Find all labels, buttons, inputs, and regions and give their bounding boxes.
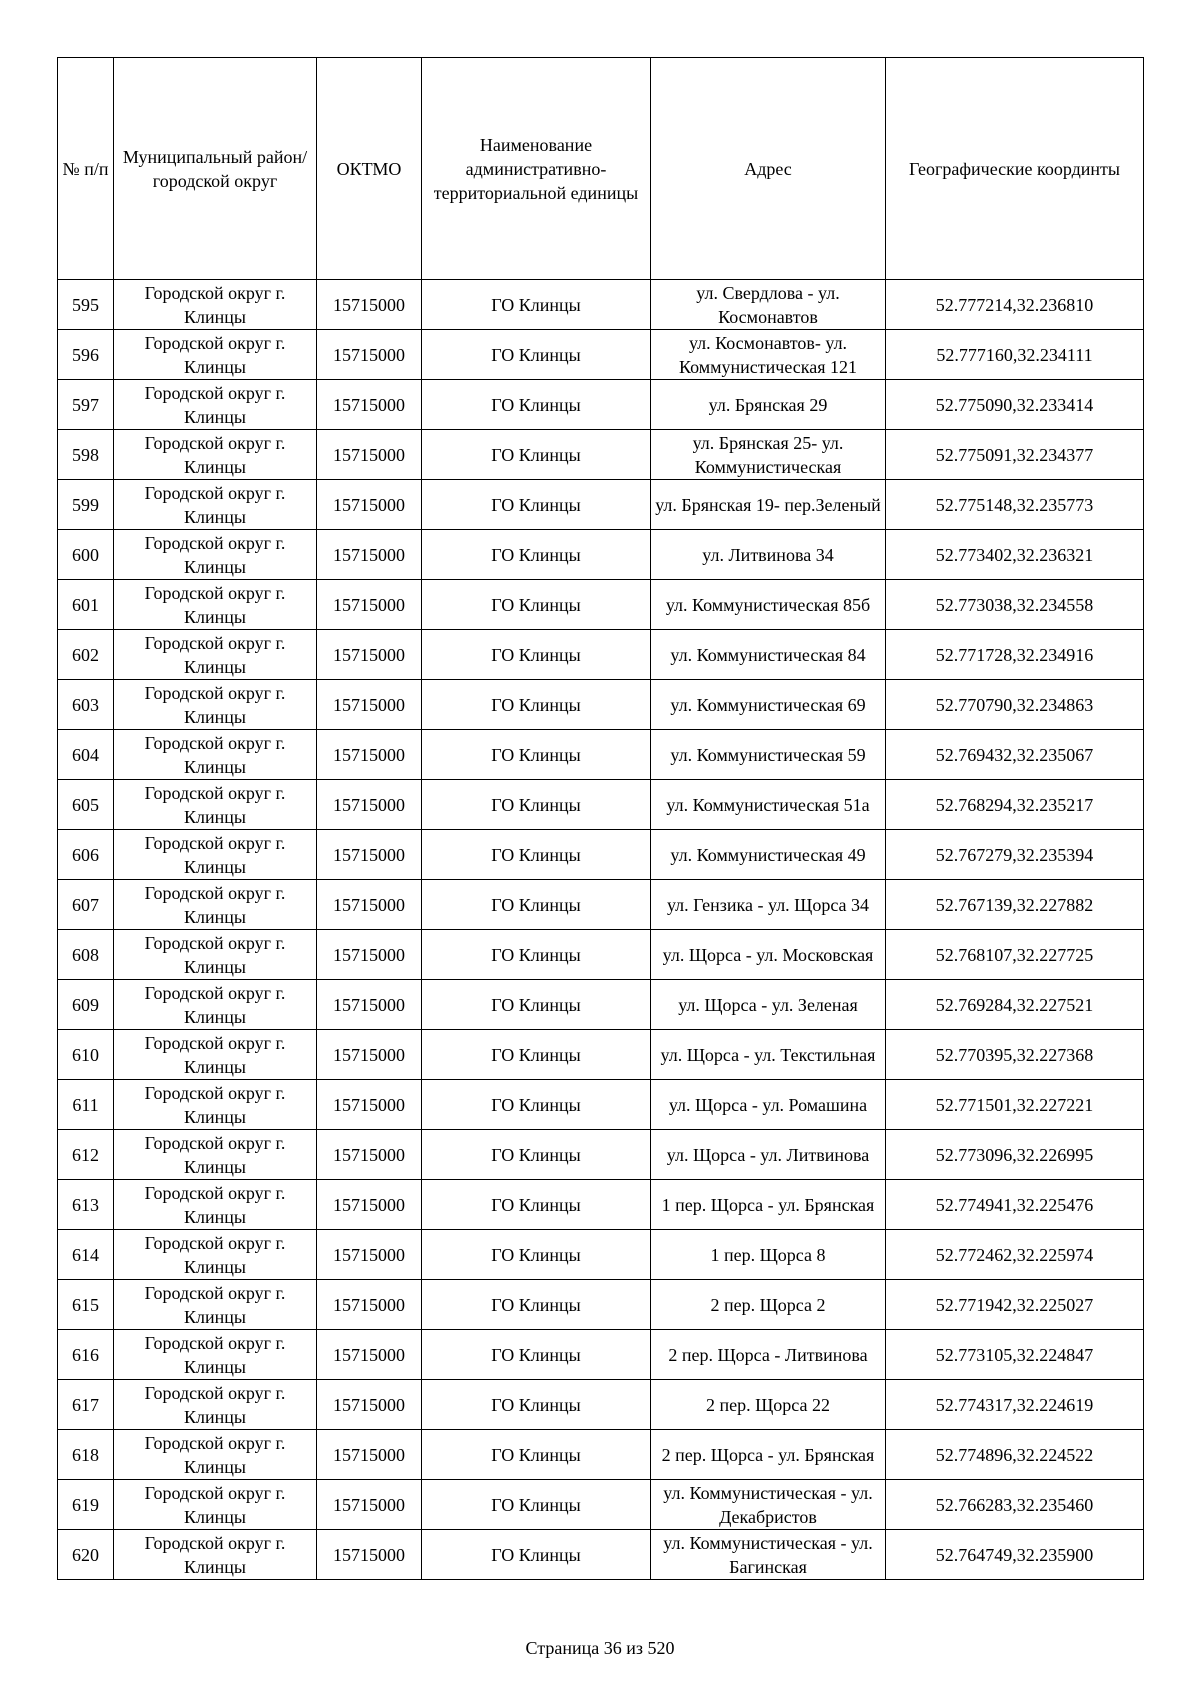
cell-number: 606 <box>58 830 114 880</box>
cell-number: 601 <box>58 580 114 630</box>
cell-number: 604 <box>58 730 114 780</box>
table-row <box>58 1080 1144 1130</box>
table-row <box>58 780 1144 830</box>
cell-coordinates: 52.771942,32.225027 <box>886 1280 1144 1330</box>
cell-oktmo: 15715000 <box>317 930 422 980</box>
cell-oktmo: 15715000 <box>317 980 422 1030</box>
cell-district: Городской округ г. Клинцы <box>114 330 317 380</box>
cell-district: Городской округ г. Клинцы <box>114 630 317 680</box>
cell-oktmo: 15715000 <box>317 830 422 880</box>
cell-address: ул. Коммунистическая 69 <box>651 680 886 730</box>
cell-oktmo: 15715000 <box>317 380 422 430</box>
cell-oktmo: 15715000 <box>317 430 422 480</box>
cell-address: ул. Коммунистическая 84 <box>651 630 886 680</box>
cell-oktmo: 15715000 <box>317 1030 422 1080</box>
table-row <box>58 1280 1144 1330</box>
cell-number: 618 <box>58 1430 114 1480</box>
cell-district: Городской округ г. Клинцы <box>114 1530 317 1580</box>
cell-address: ул. Брянская 25- ул. Коммунистическая <box>651 430 886 480</box>
cell-address: ул. Коммунистическая - ул. Декабристов <box>651 1480 886 1530</box>
cell-district: Городской округ г. Клинцы <box>114 830 317 880</box>
header-district: Муниципальный район/городской округ <box>114 58 317 280</box>
cell-oktmo: 15715000 <box>317 1080 422 1130</box>
cell-address: 1 пер. Щорса - ул. Брянская <box>651 1180 886 1230</box>
table-row <box>58 880 1144 930</box>
cell-district: Городской округ г. Клинцы <box>114 1080 317 1130</box>
cell-coordinates: 52.768294,32.235217 <box>886 780 1144 830</box>
cell-unit-name: ГО Клинцы <box>422 1480 651 1530</box>
cell-district: Городской округ г. Клинцы <box>114 580 317 630</box>
cell-oktmo: 15715000 <box>317 730 422 780</box>
cell-number: 608 <box>58 930 114 980</box>
cell-unit-name: ГО Клинцы <box>422 1030 651 1080</box>
table-row <box>58 330 1144 380</box>
cell-address: ул. Литвинова 34 <box>651 530 886 580</box>
cell-oktmo: 15715000 <box>317 330 422 380</box>
cell-coordinates: 52.774317,32.224619 <box>886 1380 1144 1430</box>
cell-oktmo: 15715000 <box>317 1480 422 1530</box>
header-address: Адрес <box>651 58 886 280</box>
cell-address: ул. Брянская 19- пер.Зеленый <box>651 480 886 530</box>
cell-address: 2 пер. Щорса - Литвинова <box>651 1330 886 1380</box>
cell-coordinates: 52.774941,32.225476 <box>886 1180 1144 1230</box>
table-row <box>58 830 1144 880</box>
cell-address: ул. Коммунистическая 85б <box>651 580 886 630</box>
cell-unit-name: ГО Клинцы <box>422 1530 651 1580</box>
cell-number: 595 <box>58 280 114 330</box>
cell-oktmo: 15715000 <box>317 1530 422 1580</box>
cell-number: 598 <box>58 430 114 480</box>
cell-coordinates: 52.766283,32.235460 <box>886 1480 1144 1530</box>
of-label: из <box>626 1638 643 1658</box>
table-row <box>58 930 1144 980</box>
cell-unit-name: ГО Клинцы <box>422 1330 651 1380</box>
cell-unit-name: ГО Клинцы <box>422 680 651 730</box>
cell-district: Городской округ г. Клинцы <box>114 980 317 1030</box>
cell-number: 619 <box>58 1480 114 1530</box>
cell-coordinates: 52.777214,32.236810 <box>886 280 1144 330</box>
cell-number: 603 <box>58 680 114 730</box>
table-body <box>58 280 1144 1580</box>
cell-address: ул. Коммунистическая 51а <box>651 780 886 830</box>
cell-number: 599 <box>58 480 114 530</box>
cell-address: ул. Космонавтов- ул. Коммунистическая 121 <box>651 330 886 380</box>
cell-district: Городской округ г. Клинцы <box>114 1330 317 1380</box>
cell-oktmo: 15715000 <box>317 1180 422 1230</box>
cell-unit-name: ГО Клинцы <box>422 330 651 380</box>
cell-unit-name: ГО Клинцы <box>422 380 651 430</box>
cell-oktmo: 15715000 <box>317 880 422 930</box>
cell-number: 614 <box>58 1230 114 1280</box>
table-row <box>58 680 1144 730</box>
cell-district: Городской округ г. Клинцы <box>114 730 317 780</box>
cell-district: Городской округ г. Клинцы <box>114 1280 317 1330</box>
page-label: Страница <box>525 1638 600 1658</box>
cell-address: ул. Щорса - ул. Литвинова <box>651 1130 886 1180</box>
cell-number: 612 <box>58 1130 114 1180</box>
cell-number: 607 <box>58 880 114 930</box>
cell-oktmo: 15715000 <box>317 780 422 830</box>
header-number: № п/п <box>58 58 114 280</box>
cell-address: 2 пер. Щорса - ул. Брянская <box>651 1430 886 1480</box>
table-row <box>58 1330 1144 1380</box>
header-coordinates: Географические координты <box>886 58 1144 280</box>
cell-district: Городской округ г. Клинцы <box>114 380 317 430</box>
cell-address: ул. Коммунистическая 49 <box>651 830 886 880</box>
cell-coordinates: 52.768107,32.227725 <box>886 930 1144 980</box>
table-row <box>58 430 1144 480</box>
cell-coordinates: 52.767279,32.235394 <box>886 830 1144 880</box>
cell-oktmo: 15715000 <box>317 630 422 680</box>
cell-number: 596 <box>58 330 114 380</box>
cell-oktmo: 15715000 <box>317 1330 422 1380</box>
cell-coordinates: 52.775090,32.233414 <box>886 380 1144 430</box>
cell-district: Городской округ г. Клинцы <box>114 480 317 530</box>
cell-coordinates: 52.774896,32.224522 <box>886 1430 1144 1480</box>
cell-oktmo: 15715000 <box>317 1230 422 1280</box>
cell-unit-name: ГО Клинцы <box>422 630 651 680</box>
cell-district: Городской округ г. Клинцы <box>114 530 317 580</box>
cell-district: Городской округ г. Клинцы <box>114 1480 317 1530</box>
cell-unit-name: ГО Клинцы <box>422 1280 651 1330</box>
cell-district: Городской округ г. Клинцы <box>114 780 317 830</box>
cell-oktmo: 15715000 <box>317 280 422 330</box>
locations-table <box>57 57 1144 1580</box>
page-number: 36 <box>603 1638 622 1658</box>
cell-district: Городской округ г. Клинцы <box>114 1380 317 1430</box>
total-pages: 520 <box>647 1638 675 1658</box>
table-row <box>58 1380 1144 1430</box>
cell-number: 616 <box>58 1330 114 1380</box>
cell-unit-name: ГО Клинцы <box>422 430 651 480</box>
cell-oktmo: 15715000 <box>317 1280 422 1330</box>
cell-number: 617 <box>58 1380 114 1430</box>
cell-oktmo: 15715000 <box>317 680 422 730</box>
cell-district: Городской округ г. Клинцы <box>114 930 317 980</box>
cell-district: Городской округ г. Клинцы <box>114 280 317 330</box>
cell-oktmo: 15715000 <box>317 530 422 580</box>
cell-coordinates: 52.770395,32.227368 <box>886 1030 1144 1080</box>
cell-unit-name: ГО Клинцы <box>422 1130 651 1180</box>
cell-coordinates: 52.769432,32.235067 <box>886 730 1144 780</box>
cell-address: ул. Щорса - ул. Московская <box>651 930 886 980</box>
header-row <box>58 58 1144 280</box>
cell-unit-name: ГО Клинцы <box>422 1230 651 1280</box>
cell-district: Городской округ г. Клинцы <box>114 1430 317 1480</box>
cell-number: 609 <box>58 980 114 1030</box>
cell-district: Городской округ г. Клинцы <box>114 430 317 480</box>
cell-coordinates: 52.773038,32.234558 <box>886 580 1144 630</box>
cell-address: ул. Гензика - ул. Щорса 34 <box>651 880 886 930</box>
table-row <box>58 1430 1144 1480</box>
cell-coordinates: 52.775091,32.234377 <box>886 430 1144 480</box>
cell-coordinates: 52.771728,32.234916 <box>886 630 1144 680</box>
cell-oktmo: 15715000 <box>317 480 422 530</box>
cell-district: Городской округ г. Клинцы <box>114 880 317 930</box>
cell-number: 613 <box>58 1180 114 1230</box>
cell-coordinates: 52.767139,32.227882 <box>886 880 1144 930</box>
cell-unit-name: ГО Клинцы <box>422 1080 651 1130</box>
cell-unit-name: ГО Клинцы <box>422 1430 651 1480</box>
cell-unit-name: ГО Клинцы <box>422 830 651 880</box>
cell-district: Городской округ г. Клинцы <box>114 1130 317 1180</box>
cell-coordinates: 52.773402,32.236321 <box>886 530 1144 580</box>
cell-coordinates: 52.773105,32.224847 <box>886 1330 1144 1380</box>
cell-oktmo: 15715000 <box>317 580 422 630</box>
cell-coordinates: 52.775148,32.235773 <box>886 480 1144 530</box>
cell-number: 600 <box>58 530 114 580</box>
page-footer <box>0 1636 1200 1660</box>
cell-district: Городской округ г. Клинцы <box>114 1180 317 1230</box>
cell-unit-name: ГО Клинцы <box>422 1180 651 1230</box>
table-row <box>58 980 1144 1030</box>
cell-coordinates: 52.772462,32.225974 <box>886 1230 1144 1280</box>
cell-oktmo: 15715000 <box>317 1130 422 1180</box>
cell-oktmo: 15715000 <box>317 1430 422 1480</box>
cell-coordinates: 52.773096,32.226995 <box>886 1130 1144 1180</box>
cell-district: Городской округ г. Клинцы <box>114 1030 317 1080</box>
cell-unit-name: ГО Клинцы <box>422 880 651 930</box>
table-row <box>58 480 1144 530</box>
table-row <box>58 630 1144 680</box>
table-row <box>58 1180 1144 1230</box>
cell-oktmo: 15715000 <box>317 1380 422 1430</box>
table-row <box>58 1530 1144 1580</box>
cell-address: ул. Щорса - ул. Текстильная <box>651 1030 886 1080</box>
cell-number: 605 <box>58 780 114 830</box>
cell-address: 2 пер. Щорса 2 <box>651 1280 886 1330</box>
cell-district: Городской округ г. Клинцы <box>114 1230 317 1280</box>
header-oktmo: ОКТМО <box>317 58 422 280</box>
cell-address: 1 пер. Щорса 8 <box>651 1230 886 1280</box>
table-row <box>58 1130 1144 1180</box>
cell-unit-name: ГО Клинцы <box>422 780 651 830</box>
cell-address: ул. Свердлова - ул. Космонавтов <box>651 280 886 330</box>
table-row <box>58 730 1144 780</box>
cell-number: 615 <box>58 1280 114 1330</box>
table-row <box>58 580 1144 630</box>
table-header <box>58 58 1144 280</box>
cell-address: ул. Коммунистическая - ул. Багинская <box>651 1530 886 1580</box>
cell-number: 611 <box>58 1080 114 1130</box>
cell-number: 620 <box>58 1530 114 1580</box>
cell-address: ул. Коммунистическая 59 <box>651 730 886 780</box>
header-unit-name: Наименование административно-территориальной единицы <box>422 58 651 280</box>
cell-unit-name: ГО Клинцы <box>422 480 651 530</box>
cell-coordinates: 52.769284,32.227521 <box>886 980 1144 1030</box>
cell-coordinates: 52.764749,32.235900 <box>886 1530 1144 1580</box>
table-row <box>58 1230 1144 1280</box>
cell-district: Городской округ г. Клинцы <box>114 680 317 730</box>
cell-coordinates: 52.771501,32.227221 <box>886 1080 1144 1130</box>
cell-unit-name: ГО Клинцы <box>422 930 651 980</box>
cell-unit-name: ГО Клинцы <box>422 980 651 1030</box>
cell-number: 597 <box>58 380 114 430</box>
cell-number: 602 <box>58 630 114 680</box>
cell-unit-name: ГО Клинцы <box>422 1380 651 1430</box>
cell-unit-name: ГО Клинцы <box>422 580 651 630</box>
cell-address: ул. Брянская 29 <box>651 380 886 430</box>
cell-address: ул. Щорса - ул. Зеленая <box>651 980 886 1030</box>
cell-unit-name: ГО Клинцы <box>422 280 651 330</box>
cell-address: ул. Щорса - ул. Ромашина <box>651 1080 886 1130</box>
table-row <box>58 280 1144 330</box>
cell-unit-name: ГО Клинцы <box>422 530 651 580</box>
table-row <box>58 1030 1144 1080</box>
table-row <box>58 530 1144 580</box>
cell-number: 610 <box>58 1030 114 1080</box>
cell-unit-name: ГО Клинцы <box>422 730 651 780</box>
table-row <box>58 380 1144 430</box>
cell-address: 2 пер. Щорса 22 <box>651 1380 886 1430</box>
table-row <box>58 1480 1144 1530</box>
cell-coordinates: 52.770790,32.234863 <box>886 680 1144 730</box>
cell-coordinates: 52.777160,32.234111 <box>886 330 1144 380</box>
